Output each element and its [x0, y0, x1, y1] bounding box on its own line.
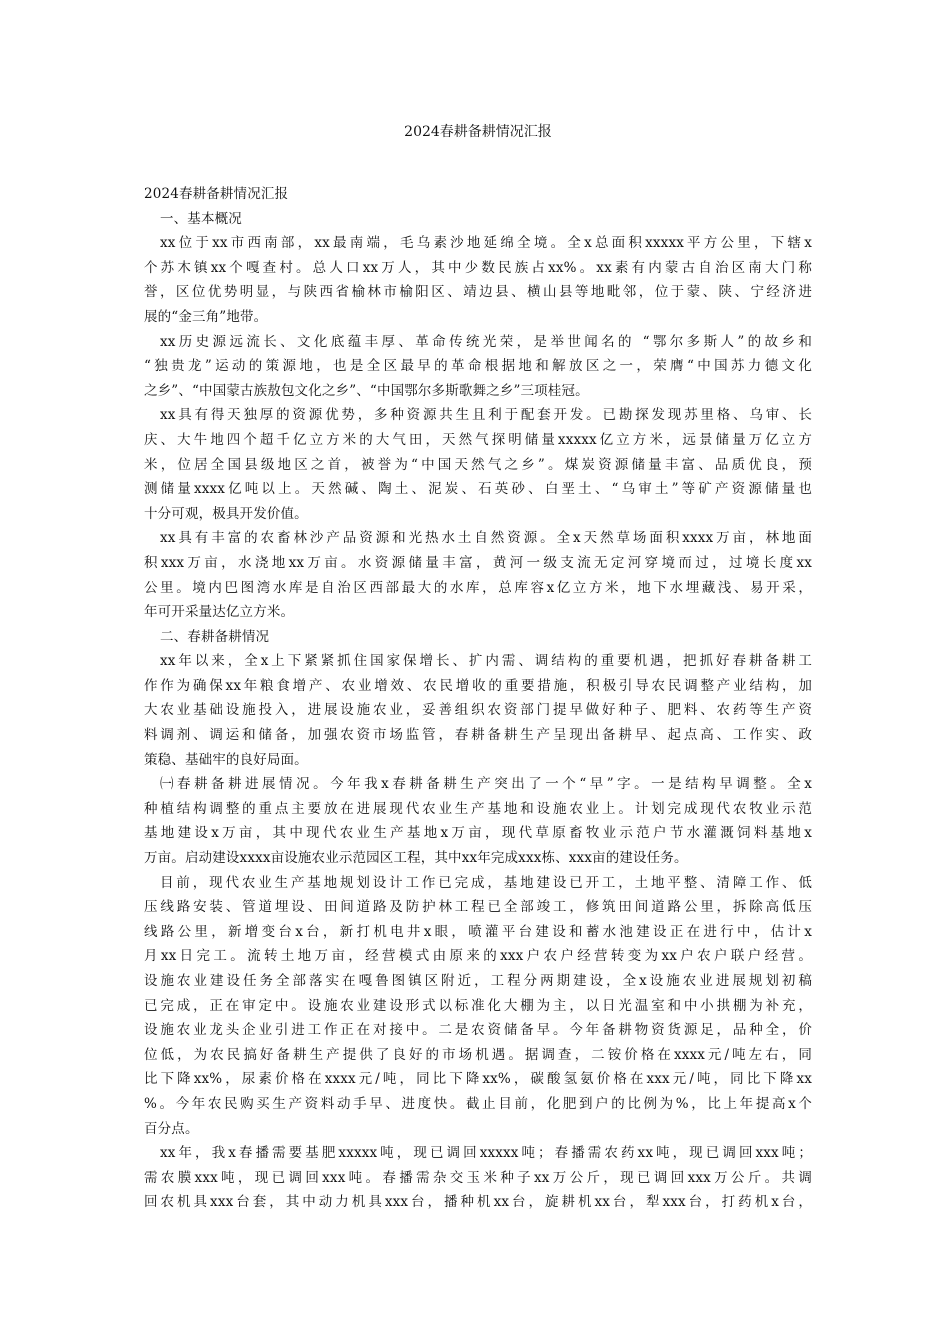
- text-line: 积xxx万亩，水浇地xx万亩。水资源储量丰富，黄河一级支流无定河穿境而过，过境长度xx: [144, 554, 812, 571]
- text-line: 回农机具xxx台套，其中动力机具xxx台，播种机xx台，旋耕机xx台，犁xxx台，打药机x台，: [144, 1194, 812, 1211]
- text-line: xx具有丰富的农畜林沙产品资源和光热水土自然资源。全x天然草场面积xxxx万亩，林地面: [160, 530, 812, 547]
- text-line: 线路公里，新增变台x台，新打机电井x眼，喷灌平台建设和蓄水池建设正在进行中，估计x: [144, 923, 812, 940]
- text-line: 压线路安装、管道埋设、田间道路及防护林工程已全部竣工，修筑田间道路公里，拆除高低压: [144, 899, 812, 916]
- text-line: 种植结构调整的重点主要放在进展现代农业生产基地和设施农业上。计划完成现代农牧业示范: [144, 800, 812, 817]
- document-page: [144, 122, 812, 1215]
- text-line: 2024春耕备耕情况汇报: [144, 186, 289, 202]
- text-line: xx年，我x春播需要基肥xxxxx吨，现已调回xxxxx吨；春播需农药xx吨，现已调回xxx吨；: [160, 1145, 812, 1162]
- text-line: 公里。境内巴图湾水库是自治区西部最大的水库，总库容x亿立方米，地下水埋藏浅、易开采，: [144, 579, 812, 596]
- text-line: 料调剂、调运和储备，加强农资市场监管，春耕备耕生产呈现出备耕早、起点高、工作实、政: [144, 727, 812, 744]
- text-line: 已完成，正在审定中。设施农业建设形式以标准化大棚为主，以日光温室和中小拱棚为补充，: [144, 997, 812, 1014]
- text-line: 设施农业龙头企业引进工作正在对接中。二是农资储备早。今年备耕物资货源足，品种全，价: [144, 1022, 812, 1039]
- text-line: 基地建设x万亩，其中现代农业生产基地x万亩，现代草原畜牧业示范户节水灌溉饲料基地x: [144, 825, 812, 842]
- text-line: xx位于xx市西南部，xx最南端，毛乌素沙地延绵全境。全x总面积xxxxx平方公里，下辖x: [160, 235, 812, 252]
- text-line: 之乡”、“中国蒙古族敖包文化之乡”、“中国鄂尔多斯歌舞之乡”三项桂冠。: [144, 382, 589, 399]
- text-line: 位低，为农民搞好备耕生产提供了良好的市场机遇。据调查，二铵价格在xxxx元/吨左右，同: [144, 1046, 812, 1063]
- document-body: [144, 182, 812, 1215]
- text-line: 需农膜xxx吨，现已调回xxx吨。春播需杂交玉米种子xx万公斤，现已调回xxx万公斤。共调: [144, 1169, 812, 1186]
- document-title: 2024春耕备耕情况汇报: [404, 124, 552, 140]
- text-line: 大农业基础设施投入，进展设施农业，妥善组织农资部门提早做好种子、肥料、农药等生产资: [144, 702, 812, 719]
- text-line: xx历史源远流长、文化底蕴丰厚、革命传统光荣，是举世闻名的 “鄂尔多斯人”的故乡和: [160, 333, 812, 350]
- text-line: 个苏木镇xx个嘎查村。总人口xx万人，其中少数民族占xx%。xx素有内蒙古自治区南大门称: [144, 259, 812, 276]
- text-line: 誉，区位优势明显，与陕西省榆林市榆阳区、靖边县、横山县等地毗邻，位于蒙、陕、宁经济进: [144, 284, 812, 301]
- text-line: 万亩。启动建设xxxx亩设施农业示范园区工程，其中xx年完成xxx栋、xxx亩的建设任务。: [144, 850, 688, 867]
- text-line: 设施农业建设任务全部落实在嘎鲁图镇区附近，工程分两期建设，全x设施农业进展规划初稿: [144, 973, 812, 989]
- text-line: 目前，现代农业生产基地规划设计工作已完成，基地建设已开工，土地平整、清障工作、低: [160, 874, 812, 891]
- text-line: “独贵龙”运动的策源地，也是全区最早的革命根据地和解放区之一，荣膺“中国苏力德文化: [144, 358, 812, 375]
- text-line: 测储量xxxx亿吨以上。天然碱、陶土、泥炭、石英砂、白垩土、“乌审土”等矿产资源储量也: [144, 481, 812, 498]
- text-line: 作作为确保xx年粮食增产、农业增效、农民增收的重要措施，积极引导农民调整产业结构，加: [144, 677, 812, 694]
- text-line: 十分可观，极具开发价值。: [144, 505, 308, 522]
- text-line: 二、春耕备耕情况: [160, 628, 270, 645]
- text-line: 年可开采量达亿立方米。: [144, 604, 295, 621]
- text-line: 月xx日完工。流转土地万亩，经营模式由原来的xxx户农户经营转变为xx户农户联户经营。: [144, 948, 812, 965]
- text-line: 比下降xx%，尿素价格在xxxx元/吨，同比下降xx%，碳酸氢氨价格在xxx元/吨，同比下降xx: [144, 1071, 812, 1088]
- text-line: ㈠春耕备耕进展情况。今年我x春耕备耕生产突出了一个“早”字。一是结构早调整。全x: [160, 776, 812, 793]
- text-line: 百分点。: [144, 1120, 199, 1137]
- text-line: 一、基本概况: [160, 210, 242, 227]
- text-line: 展的“金三角”地带。: [144, 308, 268, 325]
- text-line: 米，位居全国县级地区之首，被誉为“中国天然气之乡”。煤炭资源储量丰富、品质优良，预: [144, 456, 812, 473]
- text-line: 策稳、基础牢的良好局面。: [144, 751, 308, 768]
- text-line: %。今年农民购买生产资料动手早、进度快。截止目前，化肥到户的比例为%，比上年提高x个: [144, 1095, 812, 1112]
- text-line: xx具有得天独厚的资源优势，多种资源共生且利于配套开发。已勘探发现苏里格、乌审、长: [160, 407, 812, 424]
- text-line: 庆、大牛地四个超千亿立方米的大气田，天然气探明储量xxxxx亿立方米，远景储量万亿立方: [144, 431, 812, 448]
- text-line: xx年以来，全x上下紧紧抓住国家保增长、扩内需、调结构的重要机遇，把抓好春耕备耕工: [160, 653, 812, 670]
